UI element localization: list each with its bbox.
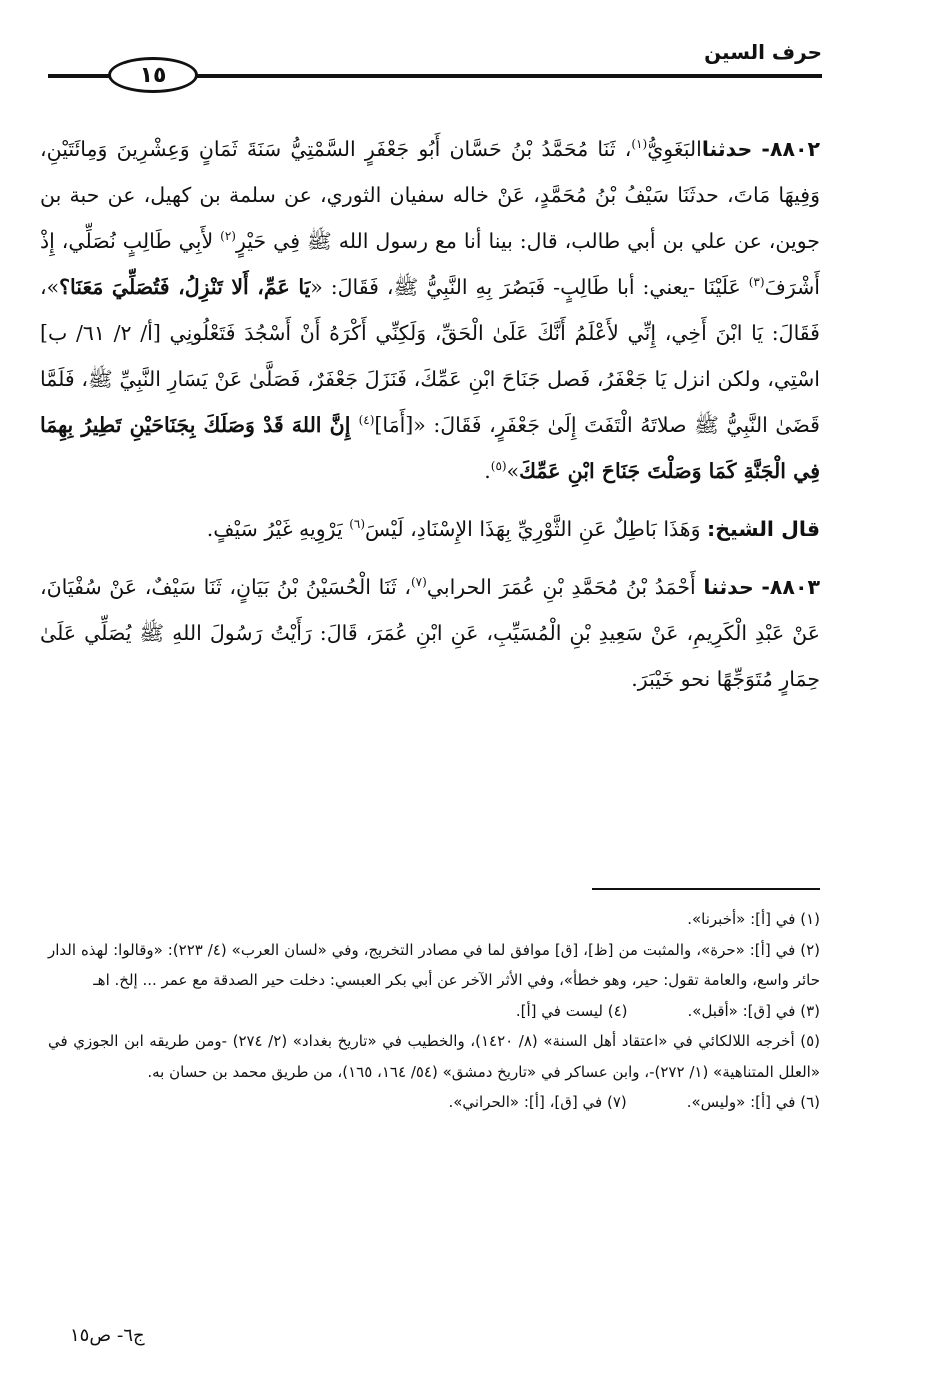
hadith-text: ، ثَنَا الْحُسَيْنُ بْنُ بَيَانٍ، ثَنَا سَيْفٌ، عَنْ سُفْيَانَ، عَنْ عَبْدِ الْكَرِيمِ، عَنْ سَعِيدِ بْنِ الْمُسَيِّبِ، عَنِ ابْنِ عُمَرَ، قَالَ: رَأَيْتُ رَسُولَ اللهِ ﷺ يُصَلِّي عَلَىٰ حِمَارٍ مُتَوَجِّهًا نحو خَيْبَرَ. [40, 575, 820, 691]
footnote-marker: (٥) [490, 459, 507, 474]
footnote-marker: (٣) [748, 275, 765, 290]
hadith-text: عَلَيْنَا -يعني: أبا طَالِبٍ- فَبَصُرَ بِهِ النَّبِيُّ ﷺ، فَقَالَ: « [310, 275, 749, 299]
footnote-3: (٣) في [ق]: «أقبل». [687, 1001, 820, 1020]
footnote-marker: (١) [631, 137, 648, 152]
hadith-text: أَحْمَدُ بْنُ مُحَمَّدِ بْنِ عُمَرَ الحرابي [426, 575, 704, 599]
sheikh-note [40, 506, 820, 552]
footnote-7: (٧) في [ق]، [أ]: «الحراني». [448, 1093, 627, 1111]
hadith-text: »، فَقَالَ: يَا ابْنَ أَخِي، إِنِّي لأَعْلَمُ أَنَّكَ عَلَىٰ الْحَقِّ، وَلَكِنِّي أَكْرَهُ أَنْ أَسْجُدَ فَتَعْلُونِي [أ/ ٢/ ٦١/ ب] اسْتِي، ولكن انزل يَا جَعْفَرُ، فَصل جَنَاحَ ابْنِ عَمِّكَ، فَنَزَلَ جَعْفَرٌ، فَصَلَّىٰ عَنْ يَسَارِ النَّبِيِّ ﷺ، فَلَمَّا قَضَىٰ النَّبِيُّ ﷺ صلاتَهُ الْتَفَتَ إِلَىٰ جَعْفَرٍ، فَقَالَ: «[أَمَا] [40, 275, 820, 437]
hadith-number: ٨٨٠٢- [761, 137, 820, 161]
footnote-5: (٥) أخرجه اللالكائي في «اعتقاد أهل السنة» (٨/ ١٤٢٠)، والخطيب في «تاريخ بغداد» (٢/ ٢٧٤) -ومن طريقه ابن الجوزي في «العلل المتناهية» (١/ ٢٧٢)-، وابن عساكر في «تاريخ دمشق» (٥٤/ ١٦٤، ١٦٥)، من طريق محمد بن حسان به. [48, 1032, 820, 1081]
hadith-lead: حدثنا [701, 137, 753, 161]
hadith-number: ٨٨٠٣- [761, 575, 820, 599]
sheikh-text: يَرْوِيهِ غَيْرُ سَيْفٍ. [206, 517, 350, 541]
hadith-text: . [484, 459, 491, 483]
hadith-bold-text: يَا عَمِّ، أَلا تَنْزِلُ، فَتُصَلِّيَ مَعَنَا؟ [59, 275, 311, 299]
footnote-marker: (٢) [220, 229, 236, 244]
footnote-6: (٦) في [أ]: «وليس». [686, 1093, 820, 1111]
footnote-marker: (٦) [349, 517, 366, 532]
hadith-lead: حدثنا [703, 575, 754, 599]
footnote-2: (٢) في [أ]: «حرة»، والمثبت من [ظ]، [ق] موافق لما في مصادر التخريج، وفي «لسان العرب» (٤/ ٢٢٣): «وقالوا: لهذه الدار حائر واسع، والعامة تقول: حير، وهو خطأ»، وفي الأثر الآخر عن أبي بكر العبسي: دخلت حير الصدقة مع عمر ... إلخ. اهـ [48, 940, 820, 989]
footnote-row-3-4 [48, 996, 820, 1027]
page-number-badge [108, 57, 198, 93]
sheikh-lead: قال الشيخ: [707, 517, 820, 541]
footnotes [48, 904, 820, 1118]
sheikh-text: وَهَذَا بَاطِلٌ عَنِ الثَّوْرِيِّ بِهَذَا الإِسْنَادِ، لَيْسَ [365, 517, 708, 541]
footnote-4: (٤) ليست في [أ]. [515, 1001, 628, 1020]
main-text [40, 126, 820, 702]
footnote-marker: (٧) [410, 575, 427, 590]
footnote-marker: (٤) [358, 413, 375, 428]
hadith-8803 [40, 564, 820, 702]
hadith-text: البَغَوِيُّ [647, 137, 702, 161]
chapter-title: حرف السين [704, 40, 822, 64]
footnote-1: (١) في [أ]: «أخبرنا». [687, 910, 820, 928]
footnote-separator [592, 888, 820, 890]
hadith-8802 [40, 126, 820, 494]
hadith-text: » [506, 459, 520, 483]
hadith-text: ، ثَنَا مُحَمَّدُ بْنُ حَسَّان أَبُو جَعْفَرٍ السَّمْتِيُّ سَنَةَ ثَمَانٍ وَعِشْرِينَ وَمِائَتَيْنِ، وَفِيهَا مَاتَ، حدثَنَا سَيْفُ بْنُ مُحَمَّدٍ، عَنْ خاله سفيان الثوري، عن سلمة بن كهيل، عن حبة بن جوين، عن علي بن أبي طالب، قال: بينا أنا مع رسول الله ﷺ فِي حَيْرٍ [40, 137, 820, 253]
hadith-bold-text: إِنَّ اللهَ قَدْ وَصَلَكَ بِجَنَاحَيْنِ تَطِيرُ بِهِمَا فِي الْجَنَّةِ كَمَا وَصَلْتَ جَنَاحَ ابْنِ عَمِّكَ [40, 413, 820, 483]
hadith-text: لأَبِي طَالِبٍ نُصَلِّي، إِذْ أَشْرَفَ [40, 229, 820, 299]
page-number: ١٥ [139, 62, 167, 88]
footnote-row-6-7 [48, 1087, 820, 1118]
volume-page-reference: ج٦- ص١٥ [70, 1325, 145, 1346]
